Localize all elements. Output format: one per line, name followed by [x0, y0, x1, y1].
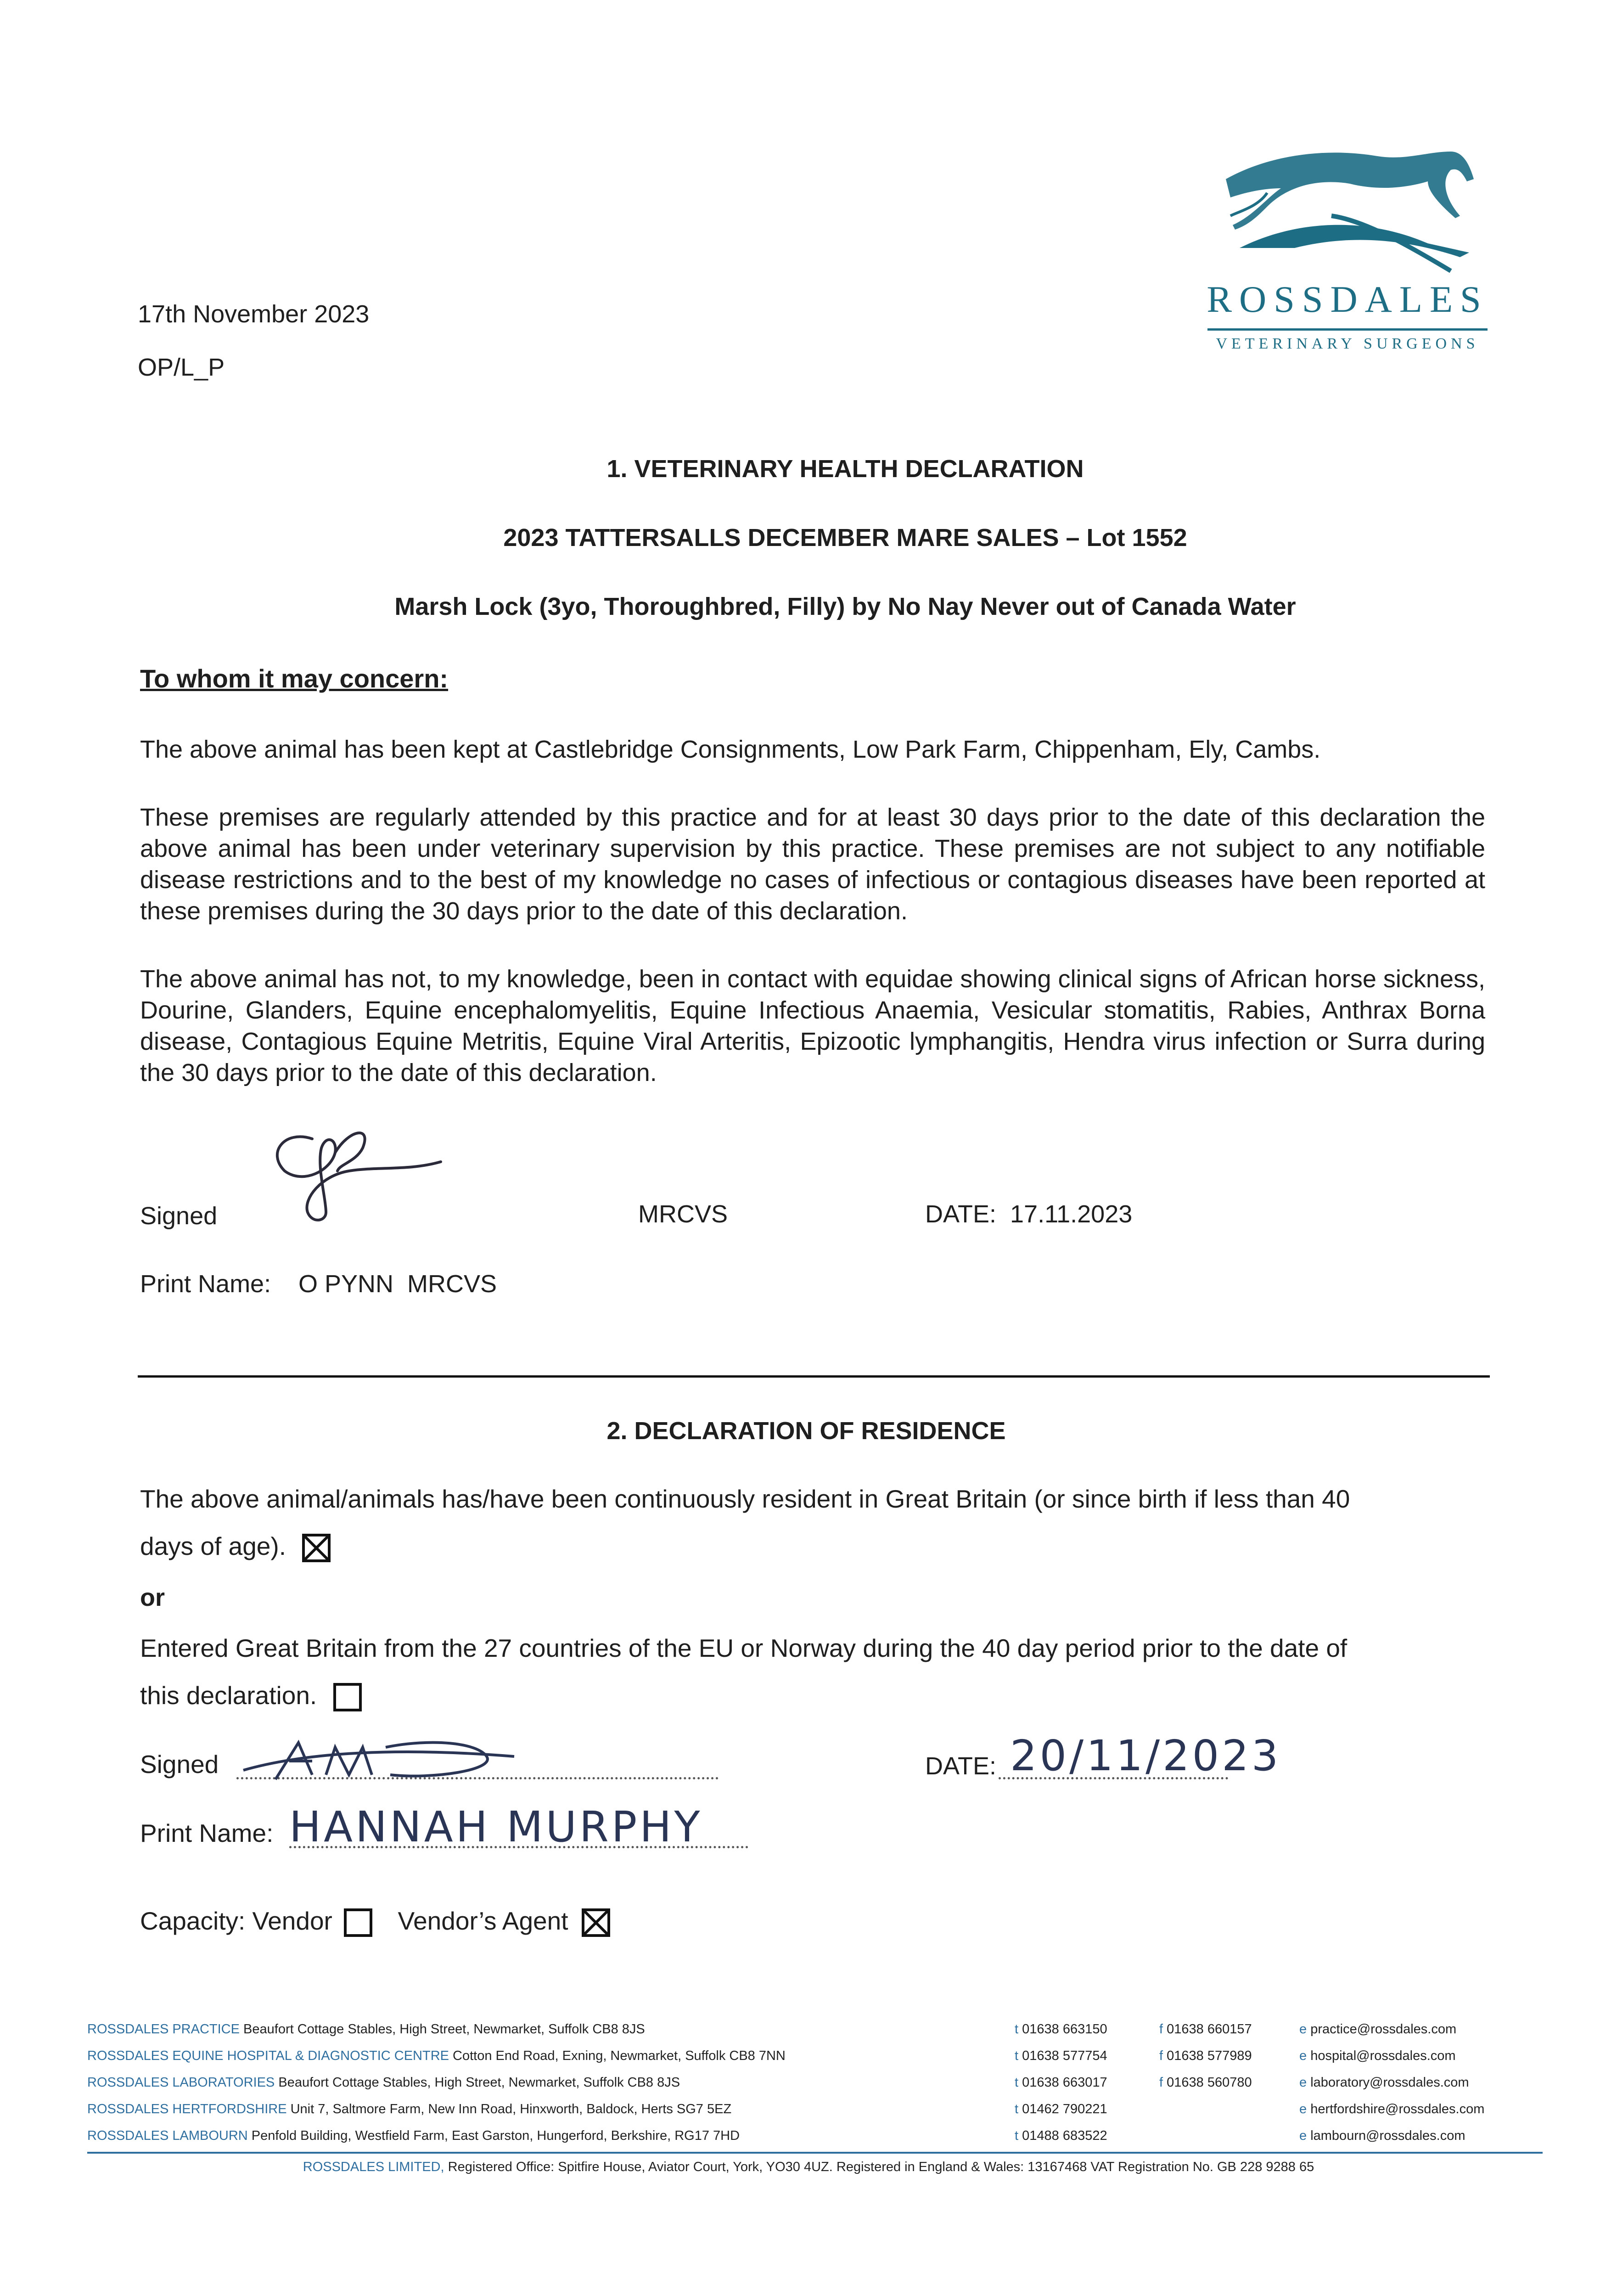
- vendor-agent-checkbox[interactable]: [582, 1908, 610, 1937]
- section-divider: [138, 1375, 1490, 1378]
- footer-row: ROSSDALES EQUINE HOSPITAL & DIAGNOSTIC CENTRE Cotton End Road, Exning, Newmarket, Suffolk CB8 7NN t 01638 577754 f 01638 577989 e hospital@rossdales.com: [87, 2048, 1456, 2063]
- resident-checkbox[interactable]: [302, 1534, 331, 1562]
- practice-email-link[interactable]: practice@rossdales.com: [1310, 2022, 1457, 2037]
- rossdales-logo: [1203, 138, 1492, 354]
- footer-row: ROSSDALES PRACTICE Beaufort Cottage Stables, High Street, Newmarket, Suffolk CB8 8JS t 01638 663150 f 01638 660157 e practice@rossdales.com: [87, 2022, 1457, 2037]
- section1-subtitle: 2023 TATTERSALLS DECEMBER MARE SALES – Lot 1552: [503, 524, 1187, 551]
- vet-date-value: 17.11.2023: [1010, 1200, 1133, 1228]
- capacity-vendor-label: Capacity: Vendor: [140, 1907, 332, 1935]
- vendor-print-name-label: Print Name:: [140, 1819, 274, 1847]
- residence-option1-line1: The above animal/animals has/have been continuously resident in Great Britain (or since birth if less than 40: [140, 1485, 1350, 1513]
- salutation: To whom it may concern:: [140, 664, 449, 693]
- residence-option2-line1: Entered Great Britain from the 27 countries of the EU or Norway during the 40 day period prior to the date of: [140, 1634, 1348, 1662]
- vendor-print-name-handwritten: HANNAH MURPHY: [289, 1802, 703, 1851]
- keeping-paragraph: The above animal has been kept at Castlebridge Consignments, Low Park Farm, Chippenham, Ely, Cambs.: [140, 736, 1321, 763]
- vet-signature: [257, 1120, 450, 1226]
- vet-date-label: DATE:: [925, 1200, 997, 1228]
- residence-option1-line2: [140, 1525, 331, 1567]
- residence-option2-text: this declaration.: [140, 1681, 317, 1710]
- vendor-date-label: DATE:: [925, 1752, 997, 1780]
- letter-date: 17th November 2023: [138, 300, 370, 328]
- laboratory-email-link[interactable]: laboratory@rossdales.com: [1310, 2075, 1469, 2090]
- section1-title: 1. VETERINARY HEALTH DECLARATION: [606, 455, 1084, 483]
- contact-paragraph: The above animal has not, to my knowledge, been in contact with equidae showing clinical signs of African horse sickness, Dourine, Glanders, Equine encephalomyelitis, Equine Infectious Anaemia, Vesicular stomatitis, Rabies, Anthrax Borna disease, Contagious Equine Metritis, Equine Viral Arteritis, Epizootic lymphangitis, Hendra virus infection or Surra during the 30 days prior to the date of this declaration.: [140, 965, 1485, 1086]
- hertfordshire-email-link[interactable]: hertfordshire@rossdales.com: [1310, 2102, 1485, 2116]
- vendor-date-handwritten: 20/11/2023: [1010, 1731, 1281, 1780]
- logo-subtitle: VETERINARY SURGEONS: [1216, 335, 1479, 352]
- cross-mark-icon: [584, 1911, 607, 1934]
- company-label: ROSSDALES LIMITED,: [303, 2160, 444, 2174]
- cross-mark-icon: [305, 1536, 328, 1559]
- footer-row: ROSSDALES LAMBOURN Penfold Building, Westfield Farm, East Garston, Hungerford, Berkshire, RG17 7HD t 01488 683522 e lambourn@rossdales.com: [87, 2128, 1465, 2143]
- entered-gb-checkbox[interactable]: [333, 1683, 362, 1711]
- capacity-row: [140, 1900, 610, 1941]
- lambourn-email-link[interactable]: lambourn@rossdales.com: [1310, 2128, 1465, 2143]
- horse-logo-icon: [1212, 138, 1478, 276]
- footer-row: ROSSDALES HERTFORDSHIRE Unit 7, Saltmore Farm, New Inn Road, Hinxworth, Baldock, Herts SG7 5EZ t 01462 790221 e hertfordshire@rossdales.com: [87, 2102, 1485, 2116]
- vendor-signed-label: Signed: [140, 1750, 219, 1778]
- section2-title: 2. DECLARATION OF RESIDENCE: [606, 1417, 1006, 1445]
- company-text: Registered Office: Spitfire House, Aviator Court, York, YO30 4UZ. Registered in England & Wales: 13167468 VAT Registration No. GB 228 9288 65: [448, 2160, 1314, 2174]
- vet-qualification: MRCVS: [638, 1200, 728, 1228]
- footer-row: ROSSDALES LABORATORIES Beaufort Cottage Stables, High Street, Newmarket, Suffolk CB8 8JS t 01638 663017 f 01638 560780 e laboratory@rossdales.com: [87, 2075, 1469, 2090]
- vet-print-name-label: Print Name:: [140, 1270, 271, 1298]
- vet-signed-label: Signed: [140, 1202, 218, 1230]
- footer-divider: [87, 2152, 1543, 2154]
- residence-option1-text: days of age).: [140, 1532, 286, 1560]
- or-label: or: [140, 1584, 165, 1611]
- letter-reference: OP/L_P: [138, 354, 225, 381]
- vet-print-name-value: O PYNN MRCVS: [298, 1270, 497, 1298]
- company-registration: [0, 2155, 1617, 2178]
- supervision-paragraph: These premises are regularly attended by this practice and for at least 30 days prior to the date of this declaration the above animal has been under veterinary supervision by this practice. These premises are not subject to any notifiable disease restrictions and to the best of my knowledge no cases of infectious or contagious diseases have been reported at these premises during the 30 days prior to the date of this declaration.: [140, 804, 1485, 925]
- residence-option2-line2: [140, 1675, 362, 1716]
- vendor-checkbox[interactable]: [344, 1908, 372, 1937]
- logo-divider: [1207, 328, 1488, 331]
- logo-wordmark: ROSSDALES: [1207, 278, 1488, 320]
- vendor-signature: [239, 1729, 523, 1789]
- capacity-agent-label: Vendor’s Agent: [398, 1907, 568, 1935]
- horse-description: Marsh Lock (3yo, Thoroughbred, Filly) by No Nay Never out of Canada Water: [394, 593, 1296, 620]
- hospital-email-link[interactable]: hospital@rossdales.com: [1310, 2048, 1456, 2063]
